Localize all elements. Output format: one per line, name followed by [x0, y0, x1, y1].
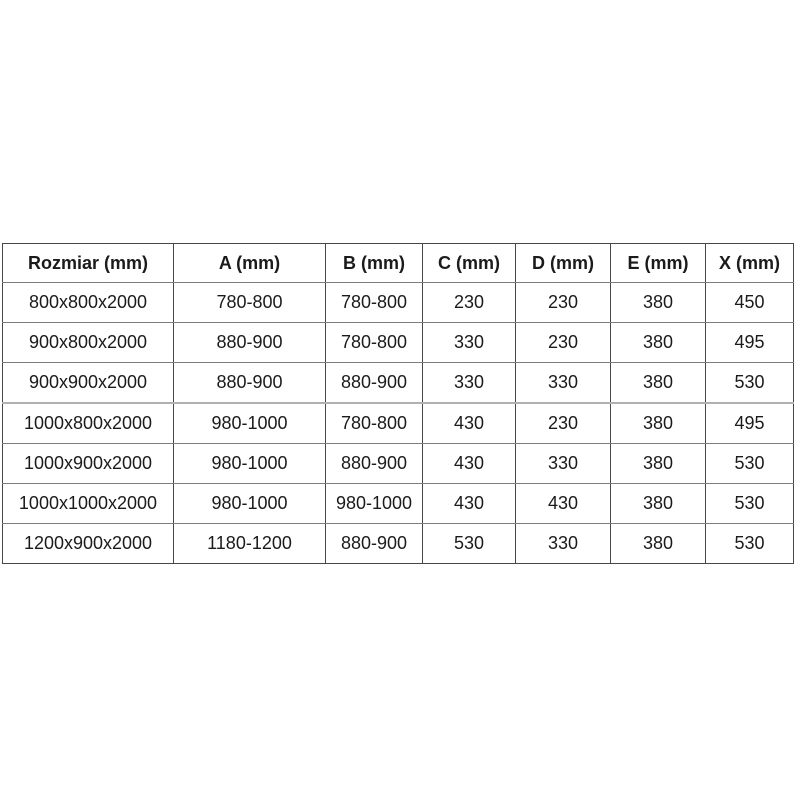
cell-a: 880-900	[174, 363, 326, 404]
cell-c: 330	[423, 363, 516, 404]
cell-e: 380	[611, 484, 706, 524]
cell-a: 980-1000	[174, 484, 326, 524]
cell-x: 450	[706, 283, 794, 323]
cell-e: 380	[611, 444, 706, 484]
cell-a: 980-1000	[174, 444, 326, 484]
cell-a: 1180-1200	[174, 524, 326, 564]
cell-b: 880-900	[326, 444, 423, 484]
column-header-b: B (mm)	[326, 244, 423, 283]
cell-c: 430	[423, 484, 516, 524]
cell-b: 880-900	[326, 524, 423, 564]
cell-e: 380	[611, 283, 706, 323]
cell-d: 430	[516, 484, 611, 524]
cell-b: 780-800	[326, 403, 423, 444]
cell-b: 980-1000	[326, 484, 423, 524]
cell-e: 380	[611, 524, 706, 564]
cell-b: 780-800	[326, 323, 423, 363]
cell-a: 980-1000	[174, 403, 326, 444]
column-header-c: C (mm)	[423, 244, 516, 283]
cell-c: 230	[423, 283, 516, 323]
header-row	[3, 244, 794, 283]
cell-c: 430	[423, 444, 516, 484]
cell-size: 900x900x2000	[3, 363, 174, 404]
table-row	[3, 363, 794, 404]
cell-a: 880-900	[174, 323, 326, 363]
cell-d: 330	[516, 363, 611, 404]
cell-size: 1000x1000x2000	[3, 484, 174, 524]
cell-d: 230	[516, 323, 611, 363]
cell-d: 230	[516, 403, 611, 444]
cell-a: 780-800	[174, 283, 326, 323]
cell-b: 880-900	[326, 363, 423, 404]
column-header-e: E (mm)	[611, 244, 706, 283]
table-row	[3, 484, 794, 524]
column-header-a: A (mm)	[174, 244, 326, 283]
cell-x: 530	[706, 524, 794, 564]
column-header-rozmiar: Rozmiar (mm)	[3, 244, 174, 283]
cell-e: 380	[611, 403, 706, 444]
cell-x: 530	[706, 444, 794, 484]
table-row	[3, 283, 794, 323]
column-header-d: D (mm)	[516, 244, 611, 283]
cell-c: 530	[423, 524, 516, 564]
cell-x: 530	[706, 363, 794, 404]
cell-x: 495	[706, 403, 794, 444]
table-row	[3, 323, 794, 363]
cell-c: 330	[423, 323, 516, 363]
cell-e: 380	[611, 363, 706, 404]
cell-size: 900x800x2000	[3, 323, 174, 363]
cell-size: 1000x800x2000	[3, 403, 174, 444]
cell-size: 1200x900x2000	[3, 524, 174, 564]
table-row	[3, 524, 794, 564]
cell-x: 530	[706, 484, 794, 524]
cell-d: 330	[516, 524, 611, 564]
cell-size: 1000x900x2000	[3, 444, 174, 484]
cell-b: 780-800	[326, 283, 423, 323]
cell-x: 495	[706, 323, 794, 363]
table-row	[3, 403, 794, 444]
cell-e: 380	[611, 323, 706, 363]
size-spec-table	[2, 243, 794, 564]
cell-size: 800x800x2000	[3, 283, 174, 323]
table-row	[3, 444, 794, 484]
cell-c: 430	[423, 403, 516, 444]
cell-d: 330	[516, 444, 611, 484]
cell-d: 230	[516, 283, 611, 323]
column-header-x: X (mm)	[706, 244, 794, 283]
